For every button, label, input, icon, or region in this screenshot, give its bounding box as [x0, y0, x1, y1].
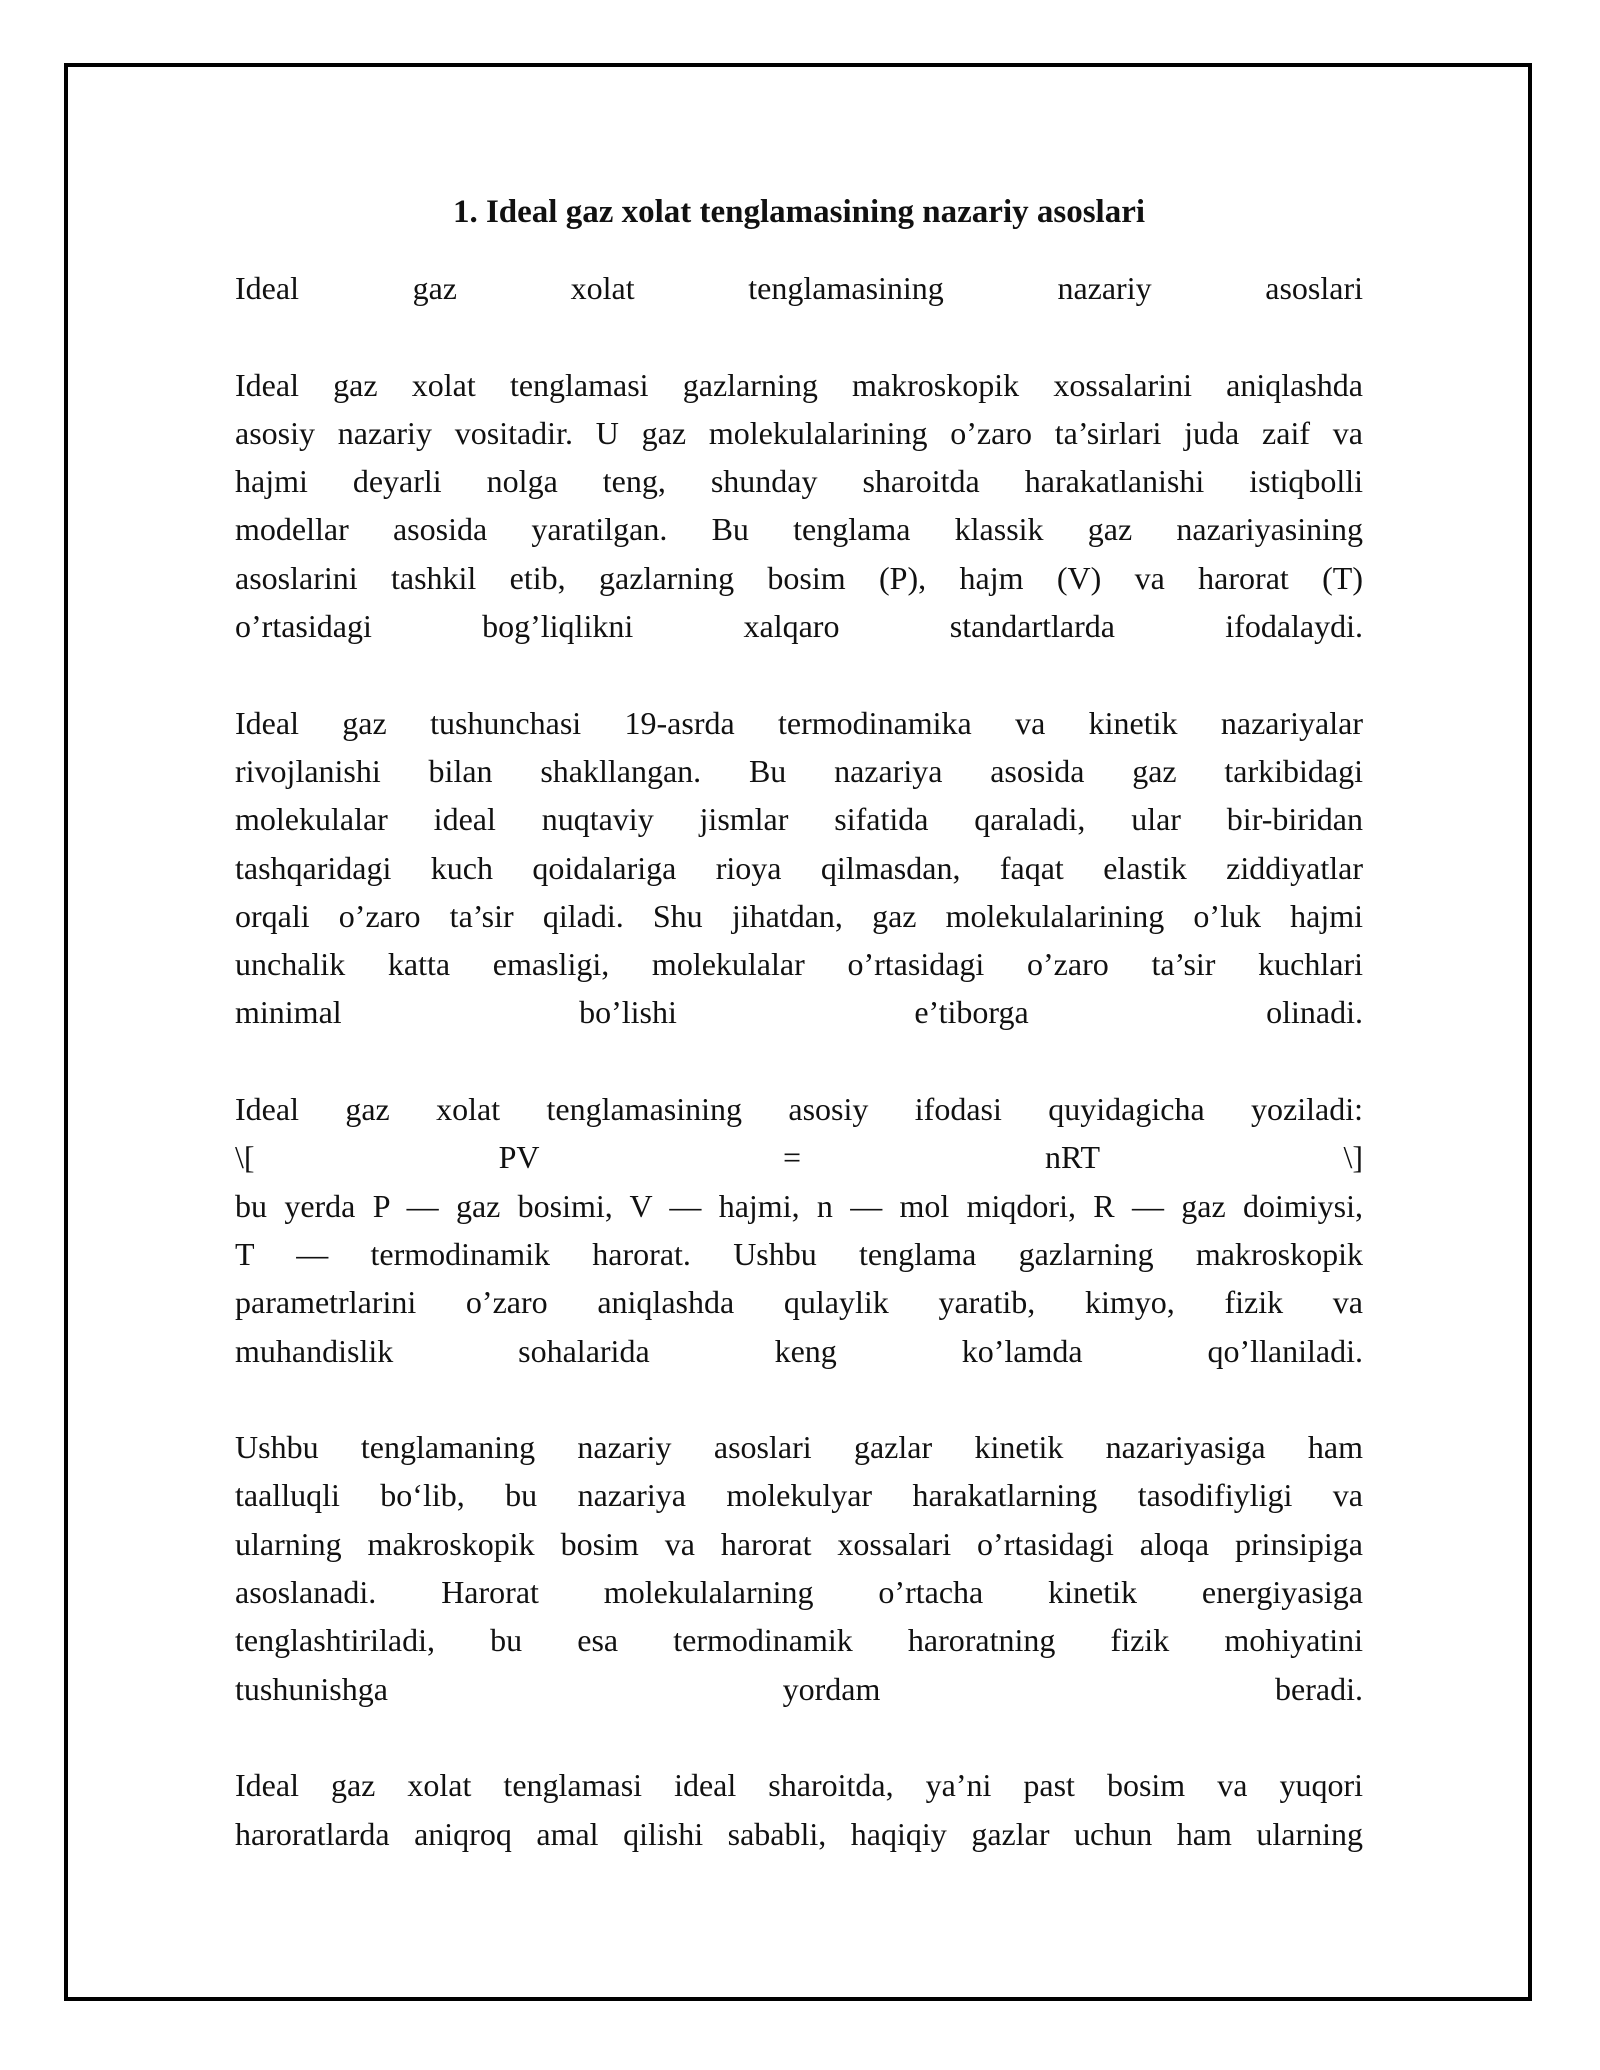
paragraph-gap [235, 312, 1363, 360]
text-line: molekulalar ideal nuqtaviy jismlar sifatida qaraladi, ular bir-biridan [235, 801, 1363, 838]
paragraph-kinetic-theory [235, 1423, 1363, 1713]
text-line: haroratlarda aniqroq amal qilishi sababli, haqiqiy gazlar uchun ham ularning [235, 1815, 1363, 1852]
text-line: asosiy nazariy vositadir. U gaz molekulalarining o’zaro ta’sirlari juda zaif va [235, 414, 1363, 451]
text-line: bu yerda P — gaz bosimi, V — hajmi, n — mol miqdori, R — gaz doimiysi, [235, 1187, 1363, 1224]
text-line: tenglashtiriladi, bu esa termodinamik haroratning fizik mohiyatini [235, 1622, 1363, 1659]
text-line: ularning makroskopik bosim va harorat xossalari o’rtasidagi aloqa prinsipiga [235, 1525, 1363, 1562]
text-line: tushunishga yordam beradi. [235, 1670, 1363, 1707]
paragraph-gap [235, 1375, 1363, 1423]
text-line: Ideal gaz tushunchasi 19-asrda termodinamika va kinetik nazariyalar [235, 704, 1363, 741]
text-line: asoslarini tashkil etib, gazlarning bosim (P), hajm (V) va harorat (T) [235, 559, 1363, 596]
text-line: asoslanadi. Harorat molekulalarning o’rtacha kinetik energiyasiga [235, 1574, 1363, 1611]
equation-line: \[ PV = nRT \] [235, 1139, 1363, 1176]
text-line: Ushbu tenglamaning nazariy asoslari gazlar kinetik nazariyasiga ham [235, 1429, 1363, 1466]
text-line: Ideal gaz xolat tenglamasining asosiy ifodasi quyidagicha yoziladi: [235, 1091, 1363, 1128]
text-line: tashqaridagi kuch qoidalariga rioya qilmasdan, faqat elastik ziddiyatlar [235, 849, 1363, 886]
paragraph-history [235, 699, 1363, 1037]
paragraph-definition [235, 361, 1363, 651]
paragraph-subtitle [235, 264, 1363, 312]
text-line: Ideal gaz xolat tenglamasi gazlarning makroskopik xossalarini aniqlashda [235, 366, 1363, 403]
text-line: modellar asosida yaratilgan. Bu tenglama klassik gaz nazariyasining [235, 511, 1363, 548]
text-line: muhandislik sohalarida keng ko’lamda qo’llaniladi. [235, 1332, 1363, 1369]
paragraph-gap [235, 1037, 1363, 1085]
text-line: orqali o’zaro ta’sir qiladi. Shu jihatdan, gaz molekulalarining o’luk hajmi [235, 897, 1363, 934]
paragraph-gap [235, 1713, 1363, 1761]
text-line: T — termodinamik harorat. Ushbu tenglama gazlarning makroskopik [235, 1235, 1363, 1272]
paragraph-gap [235, 650, 1363, 698]
text-line: taalluqli bo‘lib, bu nazariya molekulyar harakatlarning tasodifiyligi va [235, 1477, 1363, 1514]
text-line: rivojlanishi bilan shakllangan. Bu nazariya asosida gaz tarkibidagi [235, 752, 1363, 789]
paragraph-equation [235, 1085, 1363, 1375]
document-body [235, 188, 1363, 1858]
text-line: o’rtasidagi bog’liqlikni xalqaro standartlarda ifodalaydi. [235, 608, 1363, 645]
text-line: hajmi deyarli nolga teng, shunday sharoitda harakatlanishi istiqbolli [235, 463, 1363, 500]
section-heading: 1. Ideal gaz xolat tenglamasining nazariy asoslari [452, 194, 1146, 230]
paragraph-real-gases [235, 1761, 1363, 1858]
text-line: Ideal gaz xolat tenglamasi ideal sharoitda, ya’ni past bosim va yuqori [235, 1767, 1363, 1804]
text-line: parametrlarini o’zaro aniqlashda qulaylik yaratib, kimyo, fizik va [235, 1284, 1363, 1321]
text-line: Ideal gaz xolat tenglamasining nazariy asoslari [235, 270, 1363, 306]
text-line: unchalik katta emasligi, molekulalar o’rtasidagi o’zaro ta’sir kuchlari [235, 946, 1363, 983]
text-line: minimal bo’lishi e’tiborga olinadi. [235, 994, 1363, 1031]
